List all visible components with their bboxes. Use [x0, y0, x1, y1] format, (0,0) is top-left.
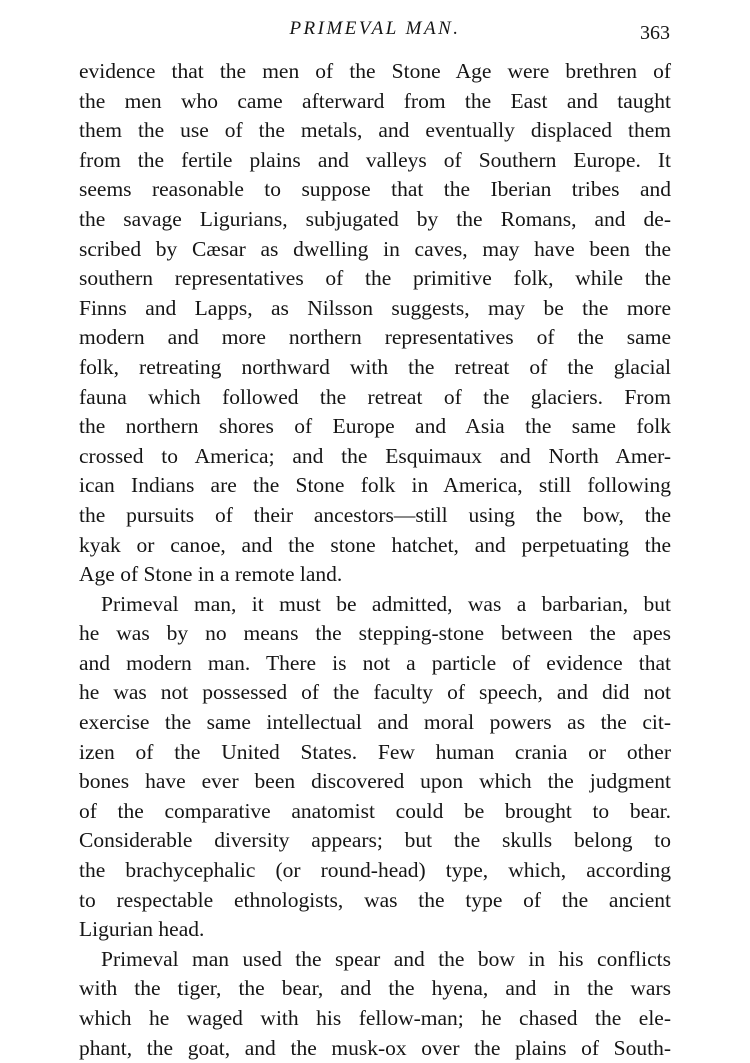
text-line: Primeval man, it must be admitted, was a barbarian, but [101, 591, 671, 616]
text-line: crossed to America; and the Esquimaux and North Amer- [79, 443, 671, 468]
text-line: the pursuits of their ancestors—still using the bow, the [79, 502, 671, 527]
text-line: Considerable diversity appears; but the skulls belong to [79, 828, 671, 853]
text-line: Ligurian head. [79, 917, 205, 942]
text-line: seems reasonable to suppose that the Iberian tribes and [79, 177, 671, 202]
text-line: them the use of the metals, and eventually displaced them [79, 118, 671, 143]
text-line: phant, the goat, and the musk-ox over the plains of South- [79, 1035, 671, 1060]
text-line: the savage Ligurians, subjugated by the Romans, and de- [79, 206, 671, 231]
text-line: fauna which followed the retreat of the glaciers. From [79, 384, 671, 409]
text-line: he was not possessed of the faculty of speech, and did not [79, 680, 671, 705]
text-line: he was by no means the stepping-stone between the apes [79, 621, 671, 646]
text-line: which he waged with his fellow-man; he chased the ele- [79, 1006, 671, 1030]
text-line: from the fertile plains and valleys of Southern Europe. It [79, 147, 671, 172]
paragraph-2 [79, 590, 671, 945]
body-text [79, 57, 671, 1063]
text-line: with the tiger, the bear, and the hyena, and in the wars [79, 976, 671, 1001]
text-line: to respectable ethnologists, was the type of the ancient [79, 887, 671, 912]
text-line: folk, retreating northward with the retreat of the glacial [79, 354, 671, 379]
text-line: ican Indians are the Stone folk in America, still following [79, 473, 671, 498]
running-title: PRIMEVAL MAN. [289, 18, 461, 39]
running-head [80, 14, 670, 44]
text-line: and modern man. There is not a particle of evidence that [79, 650, 671, 675]
text-line: the northern shores of Europe and Asia the same folk [79, 414, 671, 439]
text-line: exercise the same intellectual and moral powers as the cit- [79, 710, 671, 735]
text-line: scribed by Cæsar as dwelling in caves, may have been the [79, 236, 671, 261]
text-line: the men who came afterward from the East and taught [79, 88, 671, 113]
text-line: of the comparative anatomist could be brought to bear. [79, 798, 671, 823]
page-number: 363 [640, 22, 670, 44]
text-line: kyak or canoe, and the stone hatchet, and perpetuating the [79, 532, 671, 557]
paragraph-1 [79, 57, 671, 590]
text-line: Primeval man used the spear and the bow in his conflicts [101, 946, 671, 971]
text-line: Finns and Lapps, as Nilsson suggests, may be the more [79, 295, 671, 320]
text-line: Age of Stone in a remote land. [79, 562, 343, 587]
text-line: modern and more northern representatives of the same [79, 325, 671, 350]
text-line: evidence that the men of the Stone Age were brethren of [79, 59, 671, 83]
text-line: izen of the United States. Few human crania or other [79, 739, 671, 764]
text-line: southern representatives of the primitive folk, while the [79, 266, 671, 291]
text-line: bones have ever been discovered upon which the judgment [79, 769, 671, 794]
text-line: the brachycephalic (or round-head) type, which, according [79, 858, 671, 883]
paragraph-3 [79, 945, 671, 1063]
